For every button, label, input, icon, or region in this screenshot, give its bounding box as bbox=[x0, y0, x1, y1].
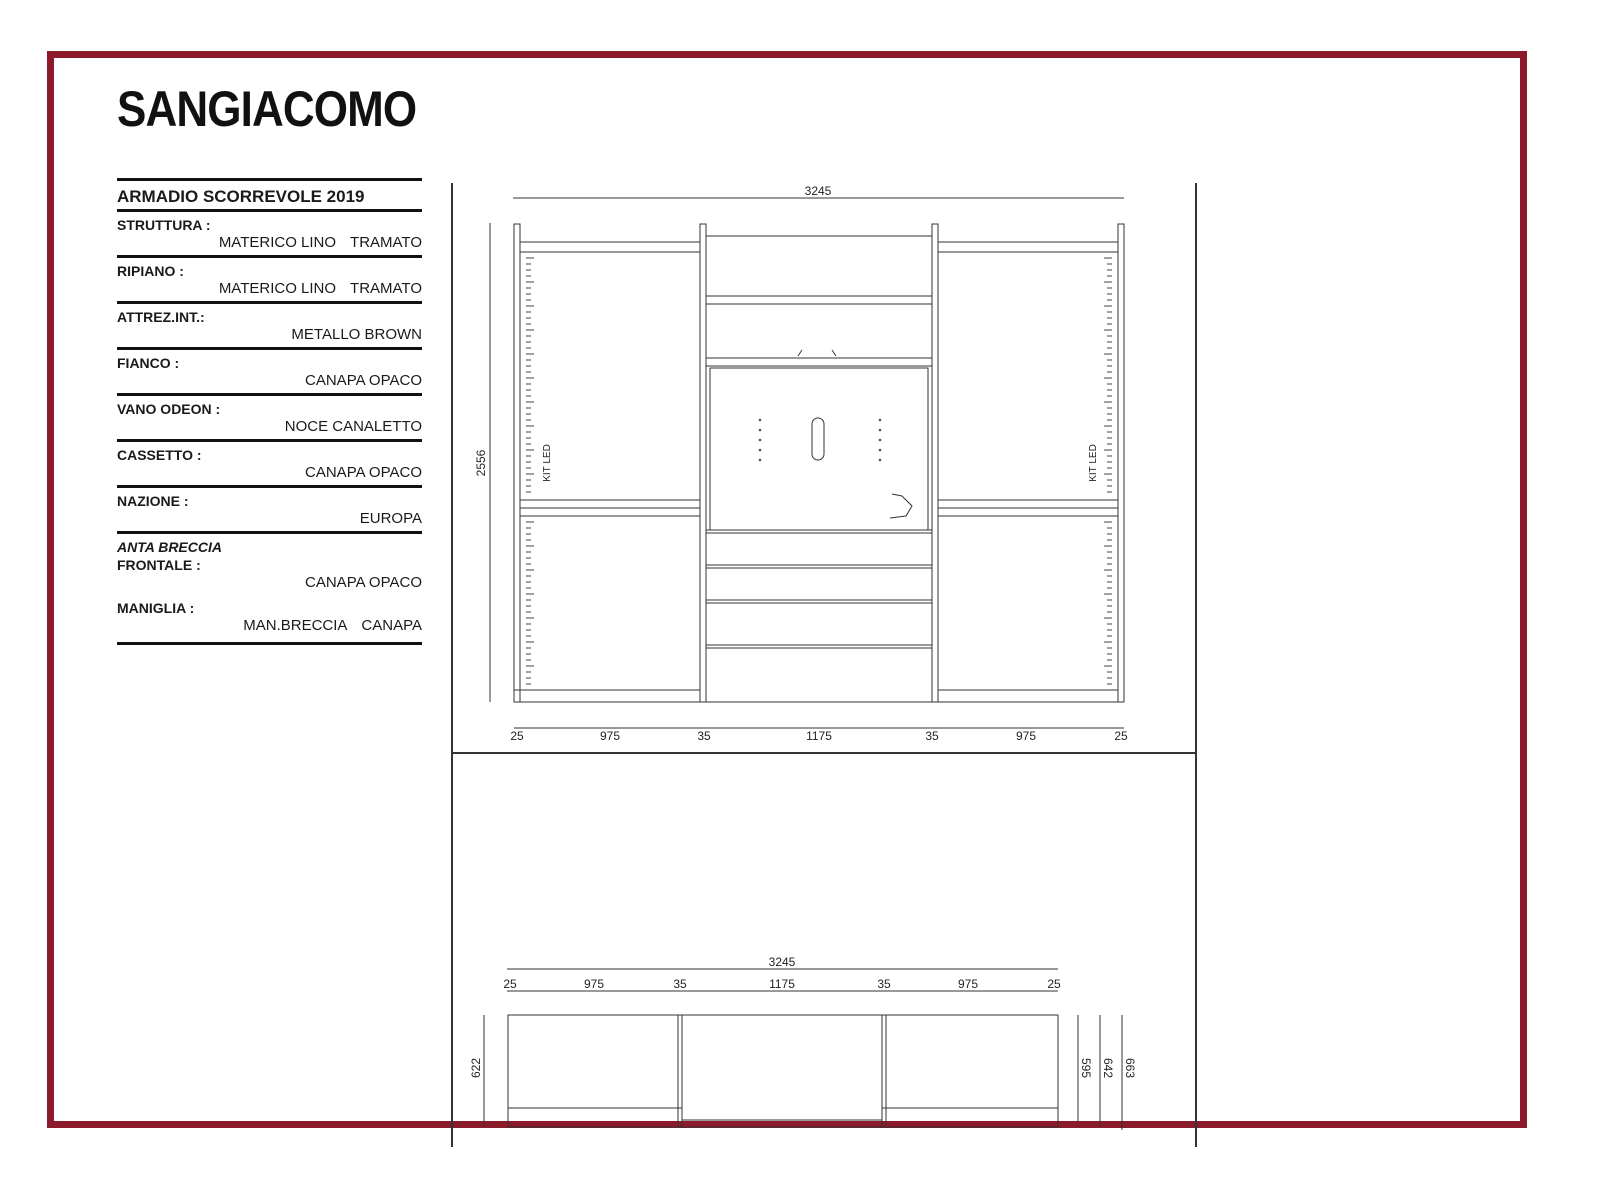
plan-depth-right-label: 595 bbox=[1079, 1057, 1093, 1079]
spec-value-a: MATERICO LINO bbox=[218, 280, 337, 297]
spec-value-b: TRAMATO bbox=[350, 280, 422, 297]
drawer-4 bbox=[706, 648, 932, 702]
drawer-2 bbox=[706, 568, 932, 600]
plan-width-label: 25 bbox=[1047, 977, 1061, 991]
plan-depth-left-label: 622 bbox=[469, 1057, 483, 1079]
spec-label: NAZIONE : bbox=[117, 493, 189, 509]
drawer-3 bbox=[706, 603, 932, 645]
plan-width-label: 35 bbox=[673, 977, 687, 991]
spec-value: CANAPA OPACO bbox=[305, 574, 422, 591]
spec-label: CASSETTO : bbox=[117, 447, 202, 463]
odeon-dot bbox=[879, 449, 882, 452]
brand-logo: SANGIACOMO bbox=[117, 81, 417, 137]
spec-label: FRONTALE : bbox=[117, 557, 201, 573]
upright-left bbox=[514, 224, 520, 702]
odeon-dot bbox=[879, 439, 882, 442]
spec-label: STRUTTURA : bbox=[117, 217, 211, 233]
front-width-label: 975 bbox=[1015, 729, 1037, 743]
upright-mid-left bbox=[700, 224, 706, 702]
peg-ticks bbox=[526, 258, 1112, 684]
spec-value: EUROPA bbox=[359, 510, 422, 527]
center-shelf-2 bbox=[706, 358, 932, 366]
odeon-dot bbox=[879, 459, 882, 462]
spec-label-anta: ANTA BRECCIA bbox=[117, 539, 222, 555]
spec-value: CANAPA OPACO bbox=[305, 464, 422, 481]
upright-right bbox=[1118, 224, 1124, 702]
front-width-label: 1175 bbox=[806, 729, 832, 743]
front-width-label: 975 bbox=[599, 729, 621, 743]
spec-value: METALLO BROWN bbox=[291, 326, 422, 343]
plan-depth-right-label: 663 bbox=[1123, 1057, 1137, 1079]
center-shelf-1 bbox=[706, 296, 932, 304]
plan-width-label: 25 bbox=[503, 977, 517, 991]
odeon-dot bbox=[759, 449, 762, 452]
spec-value-b: TRAMATO bbox=[350, 234, 422, 251]
spec-label: FIANCO : bbox=[117, 355, 180, 371]
spec-value: CANAPA OPACO bbox=[305, 372, 422, 389]
front-total-width-label: 3245 bbox=[804, 184, 832, 198]
spec-label: RIPIANO : bbox=[117, 263, 184, 279]
odeon-dot bbox=[759, 429, 762, 432]
spec-label: ATTREZ.INT.: bbox=[117, 309, 205, 325]
upright-mid-right bbox=[932, 224, 938, 702]
plan-width-label: 975 bbox=[957, 977, 979, 991]
spec-value-a: MATERICO LINO bbox=[218, 234, 337, 251]
right-top-shelf bbox=[938, 242, 1118, 252]
plan-width-label: 975 bbox=[583, 977, 605, 991]
odeon-dot bbox=[759, 459, 762, 462]
odeon-dot bbox=[759, 439, 762, 442]
spec-title: ARMADIO SCORREVOLE 2019 bbox=[117, 187, 365, 206]
plan-width-label: 1175 bbox=[769, 977, 795, 991]
front-height-label: 2556 bbox=[474, 449, 488, 477]
odeon-hook bbox=[890, 494, 912, 518]
spec-label: MANIGLIA : bbox=[117, 600, 195, 616]
kit-led-right-label: KIT LED bbox=[1088, 444, 1099, 482]
spec-value: NOCE CANALETTO bbox=[284, 418, 422, 435]
spec-value-b: CANAPA bbox=[361, 617, 422, 634]
odeon-handle bbox=[812, 418, 824, 460]
spec-label: VANO ODEON : bbox=[117, 401, 221, 417]
odeon-dots bbox=[759, 419, 882, 462]
odeon-box bbox=[710, 368, 928, 530]
front-width-label: 25 bbox=[1114, 729, 1128, 743]
kit-led-left-label: KIT LED bbox=[542, 444, 553, 482]
plan-width-label: 35 bbox=[877, 977, 891, 991]
odeon-dot bbox=[759, 419, 762, 422]
front-width-label: 35 bbox=[697, 729, 711, 743]
odeon-dot bbox=[879, 429, 882, 432]
spec-value-a: MAN.BRECCIA bbox=[243, 617, 348, 634]
drawer-1 bbox=[706, 533, 932, 565]
odeon-dot bbox=[879, 419, 882, 422]
plan-outline bbox=[508, 1015, 1058, 1127]
center-hooks bbox=[798, 350, 836, 356]
left-top-shelf bbox=[520, 242, 700, 252]
front-width-label: 35 bbox=[925, 729, 939, 743]
plan-depth-right-label: 642 bbox=[1101, 1057, 1115, 1079]
front-width-label: 25 bbox=[510, 729, 524, 743]
plan-total-width-label: 3245 bbox=[768, 955, 796, 969]
